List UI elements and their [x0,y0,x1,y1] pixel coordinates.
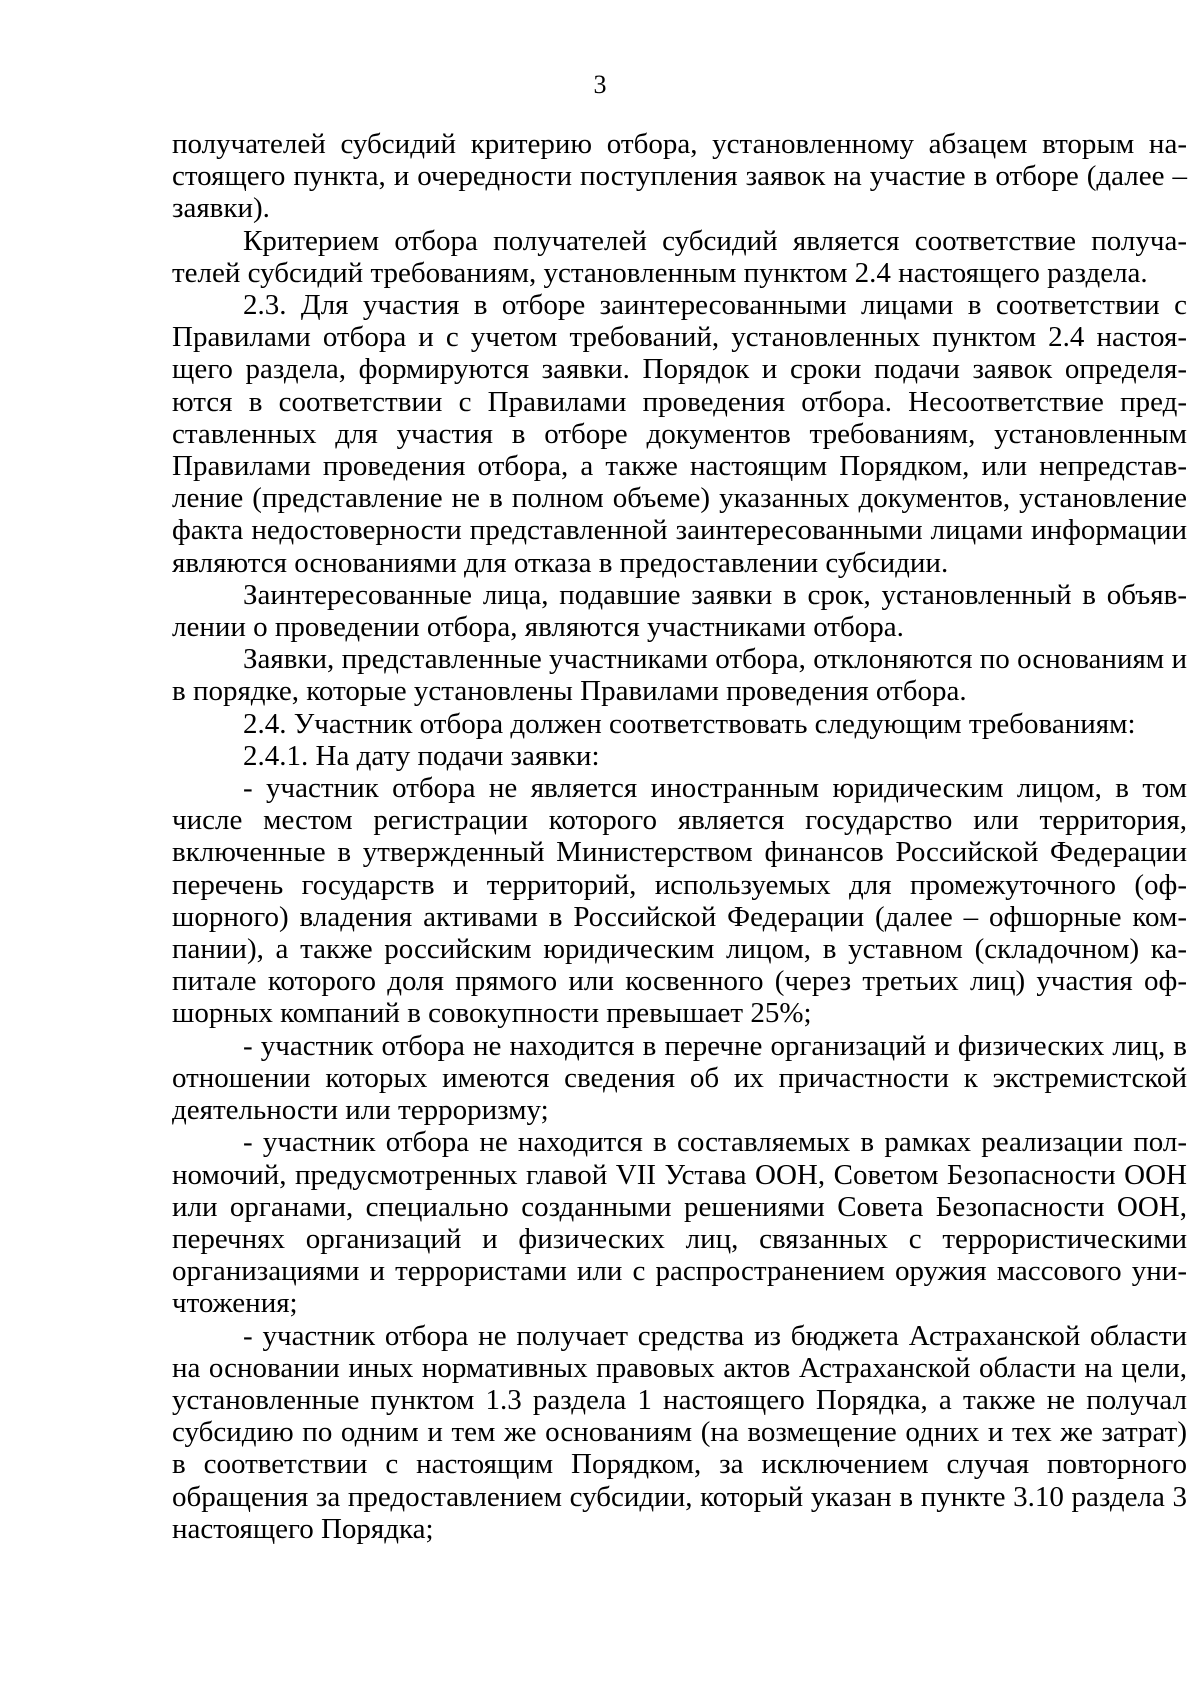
paragraph-selection-criterion: Критерием отбора получателей субсидий является соответствие получателей субсидий требованиям, установленным пунктом 2.4 настоящего раздела. [172,224,1187,289]
paragraph-2-4-1-date: 2.4.1. На дату подачи заявки: [243,739,600,772]
paragraph-2-4-requirements: 2.4. Участник отбора должен соответствовать следующим требованиям: [243,707,1136,740]
paragraph-2-3-applications: 2.3. Для участия в отборе заинтересованными лицами в соответствии с Правилами отбора и с учетом требований, установленных пунктом 2.4 настоящего раздела, формируются заявки. Порядок и сроки подачи заявок определяются в соответствии с Правилами проведения отбора. Несоответствие представленных для участия в отборе документов требованиям, установленным Правилами проведения отбора, а также настоящим Порядком, или непредставление (представление не в полном объеме) указанных документов, установление факта недостоверности представленной заинтересованными лицами информации являются основаниями для отказа в предоставлении субсидии. [172,289,1187,579]
paragraph-budget-funds-requirement: - участник отбора не получает средства из бюджета Астраханской области на основании иных нормативных правовых актов Астраханской области на цели, установленные пунктом 1.3 раздела 1 настоящего Порядка, а также не получал субсидию по одним и тем же основаниям (на возмещение одних и тех же затрат) в соответствии с настоящим Порядком, за исключением случая повторного обращения за предоставлением субсидии, который указан в пункте 3.10 раздела 3 настоящего Порядка; [172,1319,1187,1545]
paragraph-un-sanctions-requirement: - участник отбора не находится в составляемых в рамках реализации полномочий, предусмотренных главой VII Устава ООН, Советом Безопасности ООН или органами, специально созданными решениями Совета Безопасности ООН, перечнях организаций и физических лиц, связанных с террористическими организациями и террористами или с распространением оружия массового уничтожения; [172,1126,1187,1320]
paragraph-participants: Заинтересованные лица, подавшие заявки в срок, установленный в объявлении о проведении отбора, являются участниками отбора. [172,578,1187,644]
paragraph-rejections: Заявки, представленные участниками отбора, отклоняются по основаниям и в порядке, которые установлены Правилами проведения отбора. [172,643,1187,708]
paragraph-extremism-requirement: - участник отбора не находится в перечне организаций и физических лиц, в отношении которых имеются сведения об их причастности к экстремистской деятельности или терроризму; [172,1029,1187,1127]
paragraph-recipients-criterion-continuation: получателей субсидий критерию отбора, установленному абзацем вторым настоящего пункта, и очередности поступления заявок на участие в отборе (далее – заявки). [172,128,1187,225]
paragraph-offshore-requirement: - участник отбора не является иностранным юридическим лицом, в том числе местом регистрации которого является государство или территория, включенные в утвержденный Министерством финансов Российской Федерации перечень государств и территорий, используемых для промежуточного (офшорного) владения активами в Российской Федерации (далее – офшорные компании), а также российским юридическим лицом, в уставном (складочном) капитале которого доля прямого или косвенного (через третьих лиц) участия офшорных компаний в совокупности превышает 25%; [172,772,1187,1030]
document-body [172,128,1187,1545]
page-number: 3 [593,70,607,99]
